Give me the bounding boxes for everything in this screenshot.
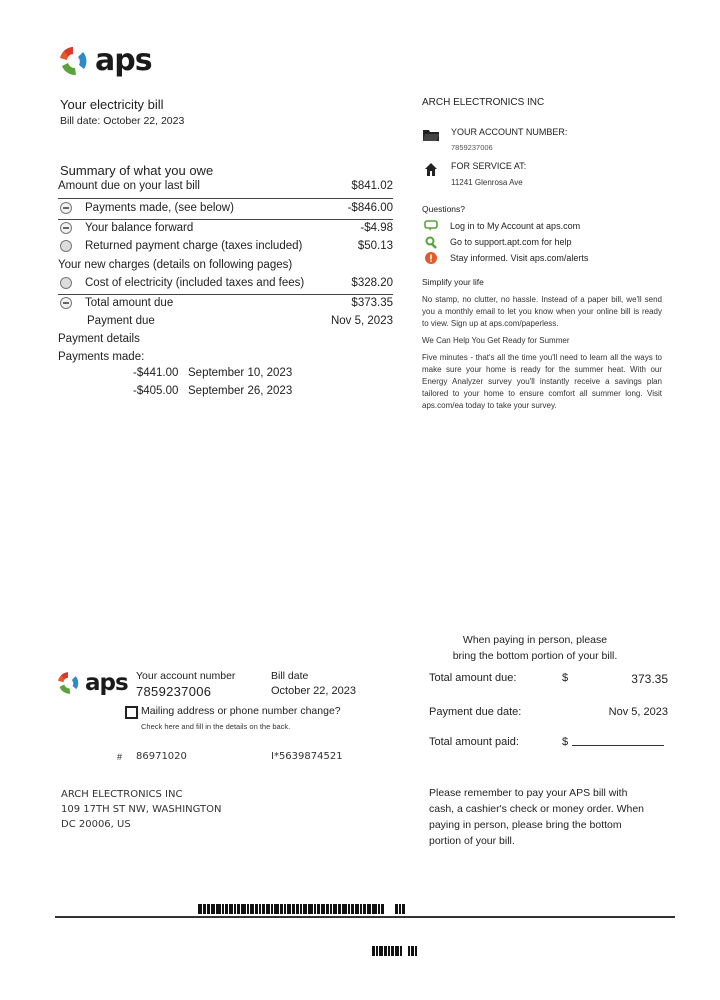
- payment-reminder: Please remember to pay your APS bill with cash, a cashier's check or money order. When paying in person, please bring the bottom portion of your bill.: [429, 787, 645, 847]
- stub-amount-paid-label: Total amount paid:: [429, 736, 519, 748]
- summer-heading: We Can Help You Get Ready for Summer: [422, 336, 570, 345]
- cost-electricity-label: Cost of electricity (included taxes and fees): [85, 277, 305, 289]
- mailing-address: [61, 787, 222, 832]
- barcode-bar: [262, 904, 265, 914]
- barcode-bar: [408, 946, 410, 956]
- barcode-bar: [381, 904, 384, 914]
- barcode-bar: [400, 946, 402, 956]
- barcode-bar: [237, 904, 240, 914]
- stub-code-right: I*5639874521: [271, 751, 343, 762]
- question-support[interactable]: [424, 234, 588, 250]
- barcode-bar: [372, 946, 375, 956]
- stub-currency: $: [562, 736, 569, 748]
- stub-account-label: Your account number: [136, 670, 236, 682]
- minus-circle-icon: [60, 222, 72, 234]
- payments-made-list-label: Payments made:: [58, 351, 145, 363]
- stub-currency: $: [562, 672, 569, 684]
- cost-electricity-value: $328.20: [351, 277, 393, 289]
- barcode-bar: [255, 904, 258, 914]
- barcode-bar: [342, 904, 347, 914]
- summary-total-due: [58, 294, 393, 312]
- barcode-bar: [300, 904, 302, 914]
- barcode-bar: [292, 904, 295, 914]
- stub-code-left: 86971020: [136, 751, 187, 762]
- account-number-label: YOUR ACCOUNT NUMBER:: [451, 127, 568, 137]
- barcode-bar: [391, 946, 394, 956]
- address-line: 109 17TH ST NW, WASHINGTON: [61, 804, 222, 815]
- questions-label: Questions?: [422, 204, 465, 214]
- barcode-bar: [384, 946, 387, 956]
- bill-date: Bill date: October 22, 2023: [60, 115, 185, 127]
- barcode-bar: [355, 904, 359, 914]
- barcode-bar: [225, 904, 228, 914]
- last-bill-label: Amount due on your last bill: [58, 180, 200, 192]
- aps-wordmark: aps: [85, 670, 128, 696]
- folder-icon: [423, 128, 439, 146]
- summary-payments-made: [58, 199, 393, 217]
- payments-made-value: -$846.00: [347, 202, 393, 214]
- barcode-bar: [314, 904, 316, 914]
- barcode-bar: [222, 904, 224, 914]
- stub-bill-date: October 22, 2023: [271, 685, 357, 697]
- search-support-icon: [424, 236, 438, 248]
- amount-paid-field[interactable]: [572, 733, 664, 746]
- tear-line: [55, 916, 675, 918]
- barcode-bar: [287, 904, 291, 914]
- barcode-bar: [250, 904, 254, 914]
- payment-details-label: Payment details: [58, 333, 140, 345]
- stub-due-date-label: Payment due date:: [429, 706, 522, 718]
- summary-balance-forward: [58, 219, 393, 237]
- barcode-bar: [399, 904, 401, 914]
- barcode-bar: [378, 904, 380, 914]
- barcode-bar: [388, 946, 390, 956]
- barcode-bar: [274, 904, 279, 914]
- barcode-bar: [348, 904, 350, 914]
- address-line: ARCH ELECTRONICS INC: [61, 789, 183, 800]
- question-text[interactable]: Log in to My Account at aps.com: [450, 221, 581, 231]
- barcode-bar: [241, 904, 246, 914]
- simplify-text: No stamp, no clutter, no hassle. Instead of a paper bill, we'll send you a monthly email to let you know when your online bill is ready to view. Sign up at aps.com/paperless.: [422, 295, 662, 328]
- barcode-bar: [402, 904, 405, 914]
- returned-payment-value: $50.13: [357, 240, 393, 252]
- summary-title: Summary of what you owe: [60, 163, 214, 178]
- barcode-bar: [211, 904, 215, 914]
- code-marker: #: [117, 752, 123, 762]
- scanline-barcode-fragment: [372, 946, 418, 956]
- new-charges-heading: [58, 256, 393, 274]
- payment-entry: [133, 367, 292, 379]
- barcode-bar: [411, 946, 414, 956]
- house-icon: [425, 163, 437, 181]
- chat-bubble-icon: [424, 220, 438, 232]
- account-number: 7859237006: [451, 143, 493, 152]
- barcode-bar: [207, 904, 210, 914]
- question-text[interactable]: Stay informed. Visit aps.com/alerts: [450, 253, 589, 263]
- balance-forward-value: -$4.98: [360, 222, 393, 234]
- payments-made-label: Payments made, (see below): [85, 202, 234, 214]
- plus-circle-icon: [60, 240, 72, 252]
- aps-wordmark: aps: [95, 43, 152, 78]
- barcode-bar: [360, 904, 362, 914]
- payment-entry: [133, 385, 292, 397]
- barcode-bar: [415, 946, 417, 956]
- barcode-bar: [317, 904, 320, 914]
- balance-forward-label: Your balance forward: [85, 222, 194, 234]
- barcode-bar: [284, 904, 286, 914]
- barcode-bar: [229, 904, 233, 914]
- barcode-bar: [330, 904, 332, 914]
- note-line: When paying in person, please: [462, 634, 608, 646]
- new-charges-label: Your new charges (details on following pages): [58, 259, 293, 271]
- barcode-bar: [367, 904, 371, 914]
- barcode-bar: [395, 904, 398, 914]
- barcode-bar: [308, 904, 313, 914]
- total-due-value: $373.35: [351, 297, 393, 309]
- barcode-bar: [321, 904, 325, 914]
- alert-icon: [424, 252, 438, 264]
- summary-payment-due: [58, 312, 393, 330]
- payment-date: September 26, 2023: [188, 385, 293, 397]
- summary-last-bill: [58, 177, 393, 195]
- summary-returned-payment: [58, 237, 393, 255]
- customer-name: ARCH ELECTRONICS INC: [422, 97, 545, 108]
- question-login[interactable]: [424, 218, 588, 234]
- payment-amount: -$405.00: [133, 385, 179, 397]
- in-person-note: [430, 632, 640, 664]
- barcode-bar: [203, 904, 206, 914]
- barcode-bar: [266, 904, 270, 914]
- stub-bill-date-label: Bill date: [271, 670, 309, 682]
- barcode-bar: [271, 904, 273, 914]
- barcode-bar: [385, 904, 389, 914]
- barcode-bar: [259, 904, 261, 914]
- address-line: DC 20006, US: [61, 819, 131, 830]
- barcode-bar: [403, 946, 407, 956]
- address-change-checkbox[interactable]: [125, 706, 138, 719]
- payment-amount: -$441.00: [133, 367, 179, 379]
- barcode-bar: [372, 904, 377, 914]
- service-label: FOR SERVICE AT:: [451, 161, 527, 171]
- summer-text: Five minutes - that's all the time you'll need to learn all the ways to make sure your home is ready for the summer heat. With our Energy Analyzer survey you'll instantly receive a savings plan tailored to your home to ensure comfort all summer long. Visit aps.com/ea today to take your survey.: [422, 353, 662, 410]
- payment-due-value: Nov 5, 2023: [330, 315, 393, 327]
- barcode-bar: [280, 904, 283, 914]
- barcode-bar: [390, 904, 394, 914]
- last-bill-value: $841.02: [351, 180, 393, 192]
- aps-logo: [56, 44, 152, 78]
- question-text[interactable]: Go to support.apt.com for help: [450, 237, 572, 247]
- barcode-bar: [379, 946, 383, 956]
- scanline-barcode: [198, 904, 406, 914]
- payments-made-heading: [58, 348, 393, 366]
- barcode-bar: [338, 904, 341, 914]
- barcode-bar: [351, 904, 354, 914]
- note-line: bring the bottom portion of your bill.: [452, 650, 618, 662]
- simplify-heading: Simplify your life: [422, 277, 484, 287]
- barcode-bar: [216, 904, 221, 914]
- barcode-bar: [333, 904, 337, 914]
- bill-title: Your electricity bill: [60, 97, 164, 112]
- barcode-bar: [303, 904, 307, 914]
- barcode-bar: [234, 904, 236, 914]
- summary-cost-electricity: [58, 274, 393, 292]
- barcode-bar: [326, 904, 329, 914]
- aps-pinwheel-icon: [56, 44, 90, 78]
- service-address: 11241 Glenrosa Ave: [451, 178, 523, 187]
- equals-circle-icon: [60, 297, 72, 309]
- barcode-bar: [363, 904, 366, 914]
- stub-account-number: 7859237006: [136, 684, 212, 699]
- stub-total-due: 373.35: [631, 672, 668, 686]
- payment-date: September 10, 2023: [188, 367, 293, 379]
- question-alerts[interactable]: [424, 250, 588, 266]
- stub-aps-logo: [55, 670, 128, 696]
- address-change-label: Mailing address or phone number change?: [141, 705, 341, 717]
- stub-due-date: Nov 5, 2023: [608, 706, 668, 718]
- barcode-bar: [247, 904, 249, 914]
- stub-total-due-label: Total amount due:: [429, 672, 517, 684]
- payment-due-label: Payment due: [87, 315, 155, 327]
- aps-pinwheel-icon: [55, 670, 81, 696]
- barcode-bar: [198, 904, 202, 914]
- barcode-bar: [395, 946, 399, 956]
- address-change-hint: Check here and fill in the details on the back.: [141, 722, 291, 731]
- total-due-label: Total amount due: [85, 297, 174, 309]
- payment-details-heading: [58, 330, 393, 348]
- barcode-bar: [296, 904, 299, 914]
- plus-circle-icon: [60, 277, 72, 289]
- minus-circle-icon: [60, 202, 72, 214]
- returned-payment-label: Returned payment charge (taxes included): [85, 240, 303, 252]
- barcode-bar: [376, 946, 378, 956]
